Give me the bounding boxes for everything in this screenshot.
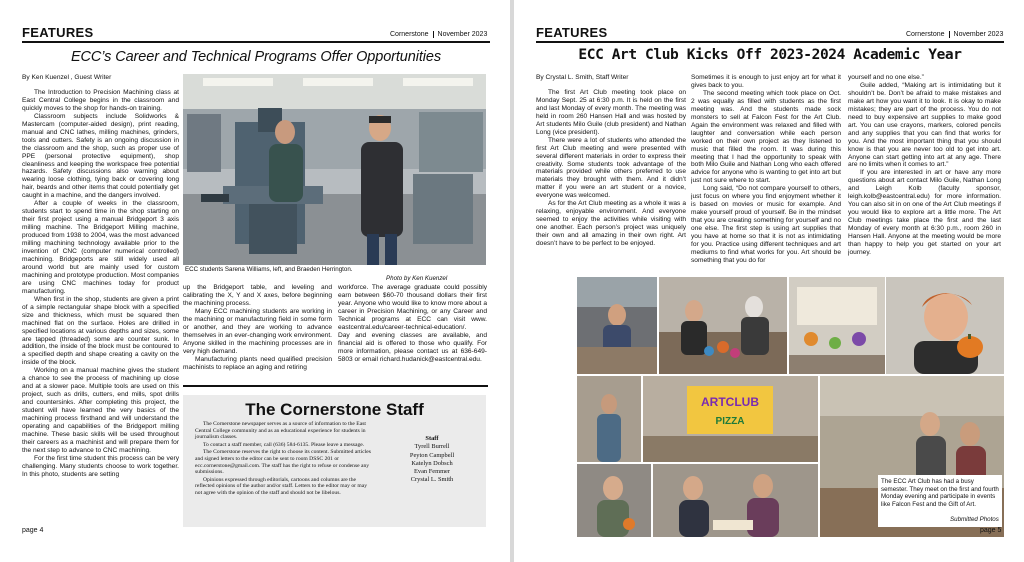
- section-label: FEATURES: [536, 25, 608, 40]
- paragraph: Working on a manual machine gives the student a chance to see the process of machining up close and at a slower pace. Multiple tools are used on this project, such as drills, cutters, end mills, spot drills and countersinks. After completing this project, the student will have learned the very basics of the machining process firsthand and will understand the operating and capabilities of the Bridgeport milling machine. These basic skills will be used throughout their careers as a machinist and will prepare them for the next step to advance to CNC machining.: [22, 367, 179, 454]
- art-club-photo-sign: [643, 376, 818, 462]
- page-number: page 5: [980, 527, 1002, 534]
- paragraph: up the Bridgeport table, and leveling and calibrating the X, Y and X axes, before beginning the machining process.: [183, 284, 332, 307]
- paragraph: yourself and no one else.”: [848, 74, 924, 81]
- photo-illustration: [643, 376, 818, 462]
- staff-name: Crystal L. Smith: [410, 476, 454, 484]
- staff-name: Peyton Campbell: [409, 451, 455, 459]
- photo-illustration: [653, 464, 818, 537]
- machine-shop-illustration: [183, 74, 486, 265]
- staff-box-title: The Cornerstone Staff: [245, 400, 424, 419]
- header-rule: [536, 41, 1004, 43]
- header-rule: [22, 41, 490, 43]
- article-headline: ECC’s Career and Technical Programs Offer Opportunities: [70, 49, 442, 65]
- photo-credit: Photo by Ken Kuenzel: [386, 275, 448, 282]
- art-club-photo-6: [577, 464, 651, 537]
- staff-box-info: [195, 421, 371, 498]
- art-club-photo-3: [789, 277, 885, 374]
- art-club-photo-1: [577, 277, 657, 374]
- paragraph: When first in the shop, students are given a print of a simple rectangular shape block with a specified size and thickness, which must be squared then machined flat on the surface. Holes are drilled in specified locations at various depths and sizes, some are tapped (threaded) some are counter sunk. In addition, the inside of the block must be contoured to a specified depth and shape creating a cavity on the inside of the block.: [22, 295, 179, 367]
- staff-paragraph: To contact a staff member, call (636) 584-6135. Please leave a message.: [203, 441, 365, 448]
- publication-name: Cornerstone: [390, 31, 429, 38]
- sign-text: PIZZA: [715, 416, 745, 427]
- paragraph: Manufacturing plants need qualified precision machinists to replace an aging and retiring: [183, 355, 332, 371]
- newspaper-page-5: [514, 0, 1024, 562]
- staff-paragraph: The Cornerstone newspaper serves as a source of information to the East Central College community and as an educational experience for students in journalism classes.: [195, 421, 366, 441]
- paragraph: For the first time student this process can be very challenging. Many students choose to work together. In this photo, students are setting: [22, 454, 179, 478]
- issue-date: November 2023: [437, 31, 488, 38]
- paragraph: Classroom subjects include Solidworks & Mastercam (computer-aided design), print reading, manual and CNC lathes, milling machines, grinders, tools and cutters. Safety is an ongoing discussion in the classroom and the shop, such as proper use of PPE (personal protective equipment), shop cleanliness and keeping the workspace free potential hazards. Safety discussions also warning about wearing loose clothing, tying back or covering long hair, beards and other items that could potentially get caught in a machine, and the dangers involved.: [22, 112, 179, 200]
- photo-illustration: [577, 376, 641, 462]
- paragraph: If you are interested in art or have any more questions about art contact Milo Guile, Nathan Long and Leigh Kolb (faculty sponsor, leigh.kolb@eastcentral.edu) for more information. You can also sit in on one of the Art Club meetings if you would like to explore art a little more. The Art Club meetings take place the first and the last Monday of every month at 6:30 p.m., room 260 in Hansen Hall. Anyone at the meeting would be more than happy to help you get started on your art journey.: [848, 169, 1001, 256]
- staff-box-rule: [183, 385, 488, 387]
- photo-caption: The ECC Art Club has had a busy semester. They meet on the first and fourth Monday evening and participate in events like Falcon Fest and the Gift of Art.: [881, 478, 999, 508]
- photo-illustration: [577, 277, 657, 374]
- staff-list: [383, 435, 481, 485]
- article-byline: By Ken Kuenzel , Guest Writer: [22, 74, 112, 81]
- caption-box: [878, 475, 1002, 527]
- paragraph: After a couple of weeks in the classroom, students start to spend time in the shop starting on their first project using a manual Bridgeport 3 axis milling machine. The Bridgeport Milling machine, produced from 1938 to 2004, was the most advanced milling machining technology available prior to the invention of CNC (computer numerical controlled) machining. Bridgeports are still widely used all around world but are mainly used for custom machining and prototype production. Most companies are using CNC machines today for product manufacturing.: [22, 200, 179, 295]
- paragraph: workforce. The average graduate could possibly earn between $60-70 thousand dollars their first year. Anyone who would like to know more about a career in Precision Machining, or any Career and Technical programs at ECC can visit www. eastcentral.edu/career-technical-education/.: [338, 284, 487, 331]
- article-column-3: [848, 74, 1001, 266]
- art-club-photo-7: [653, 464, 818, 537]
- paragraph: Many ECC machining students are working in the machining or manufacturing field in some form or another, and they are working to advance themselves in an ever-changing work environment. Anyone skilled in the machining processes are in very high demand.: [183, 307, 332, 355]
- paragraph: The Introduction to Precision Machining class at East Central College begins in the classroom and quickly moves to the shop for hands-on training.: [22, 88, 179, 112]
- article-byline: By Crystal L. Smith, Staff Writer: [536, 74, 629, 81]
- paragraph: Guile added, “Making art is intimidating but it shouldn’t be. Don’t be afraid to make mistakes and make art how you want it to look. It is okay to make mistakes; they are part of the process. You do not need to buy expensive art supplies to make good art. You can use crayons, markers, colored pencils and any supplies that you can find that works for you. And the most important thing that you should know is that you are never too old to get into art. Anyone can start getting into art at any age. There are no limits when it comes to art.”: [848, 81, 1001, 169]
- photo-illustration: [886, 277, 1004, 374]
- photo-caption: ECC students Sarena Williams, left, and Braeden Herrington.: [185, 266, 353, 273]
- art-club-photo-5: [577, 376, 641, 462]
- staff-name: Katelyn Dobsch: [411, 459, 453, 467]
- paragraph: Long said, “Do not compare yourself to others, just focus on where you find enjoyment whether it is based on movies or music for example. And make yourself proud of yourself. Be in the mindset that you are creating something for yourself and no one else. The first step is using art supplies that you have at home so that it is not as intimidating for you. Practice using different techniques and art mediums to find what works for you. Art should be something that you do for: [691, 185, 841, 264]
- issue-info: [390, 31, 487, 38]
- article-column-1: [536, 74, 686, 270]
- staff-name: Tyrell Burrell: [414, 443, 450, 451]
- article-headline: ECC Art Club Kicks Off 2023-2024 Academic Year: [578, 47, 962, 63]
- sign-text: ARTCLUB: [701, 395, 759, 409]
- section-label: FEATURES: [22, 25, 94, 40]
- paragraph: There were a lot of students who attended the first Art Club meeting and were presented with several different materials in order to express their creativity. Some students took advantage of the materials provided while others preferred to use materials they brought with them. And it didn’t matter if you were an art student or a novice, everyone was welcomed.: [536, 136, 686, 200]
- page-number: page 4: [22, 527, 44, 534]
- staff-box: [183, 395, 486, 527]
- paragraph: Day and evening classes are available, and financial aid is offered to those who qualify. For more information, please contact us at 636-649-5803 or email richard.hudanick@eastcentral.edu.: [338, 331, 487, 363]
- article-column-1: [22, 74, 179, 526]
- photo-illustration: [577, 464, 651, 537]
- photo-illustration: [789, 277, 885, 374]
- staff-paragraph: Opinions expressed through editorials, cartoons and columns are the reflected opinions of the author and/or staff. Letters to the editor may or may not agree with the opinion of the staff and should not be libelous.: [195, 476, 368, 496]
- paragraph: The second meeting which took place on Oct. 2 was equally as filled with students as the first meeting was. And the students made sock monsters to sell at Falcon Fest for the Art Club. Again the environment was relaxed and filled with laughter and conversation while each person worked on their own project as they listened to music that filled the room. It was during this meeting that I had the opportunity to speak with both Milo Guile and Nathan Long who each offered advice for anyone who is wanting to get into art but just not sure where to start.: [691, 89, 841, 185]
- article-column-2: [691, 74, 841, 274]
- paragraph: As for the Art Club meeting as a whole it was a relaxing, enjoyable environment. And everyone seemed to enjoy the activities while visiting with one another. Each person’s project was uniquely their own and all amazing in their own right. Art doesn’t have to be perfect to be enjoyed.: [536, 200, 686, 248]
- article-column-3: [338, 284, 487, 380]
- newspaper-page-4: [0, 0, 510, 562]
- staff-heading: Staff: [425, 435, 439, 442]
- paragraph: The first Art Club meeting took place on Monday Sept. 25 at 6:30 p.m. It is held on the first and last Monday of every month. The meeting was held in room 260 Hansen Hall and was hosted by Art students Milo Guile (club president) and Nathan Long (vice president).: [536, 88, 686, 136]
- paragraph: Sometimes it is enough to just enjoy art for what it gives back to you.: [691, 74, 841, 89]
- photo-credit: Submitted Photos: [950, 516, 999, 523]
- art-club-photo-4: [886, 277, 1004, 374]
- photo-illustration: [659, 277, 787, 374]
- article-column-2: [183, 284, 332, 380]
- issue-date: November 2023: [953, 31, 1004, 38]
- art-club-photo-2: [659, 277, 787, 374]
- staff-name: Evan Femmer: [413, 468, 451, 476]
- publication-name: Cornerstone: [906, 31, 945, 38]
- issue-info: [906, 31, 1003, 38]
- staff-paragraph: The Cornerstone reserves the right to choose its content. Submitted articles and signed letters to the editor can be sent to room DSSC 201 or ecc.cornerstone@gmail.com. The staff has the right to refuse or condense any submissions.: [195, 449, 371, 476]
- machine-shop-photo: [183, 74, 486, 265]
